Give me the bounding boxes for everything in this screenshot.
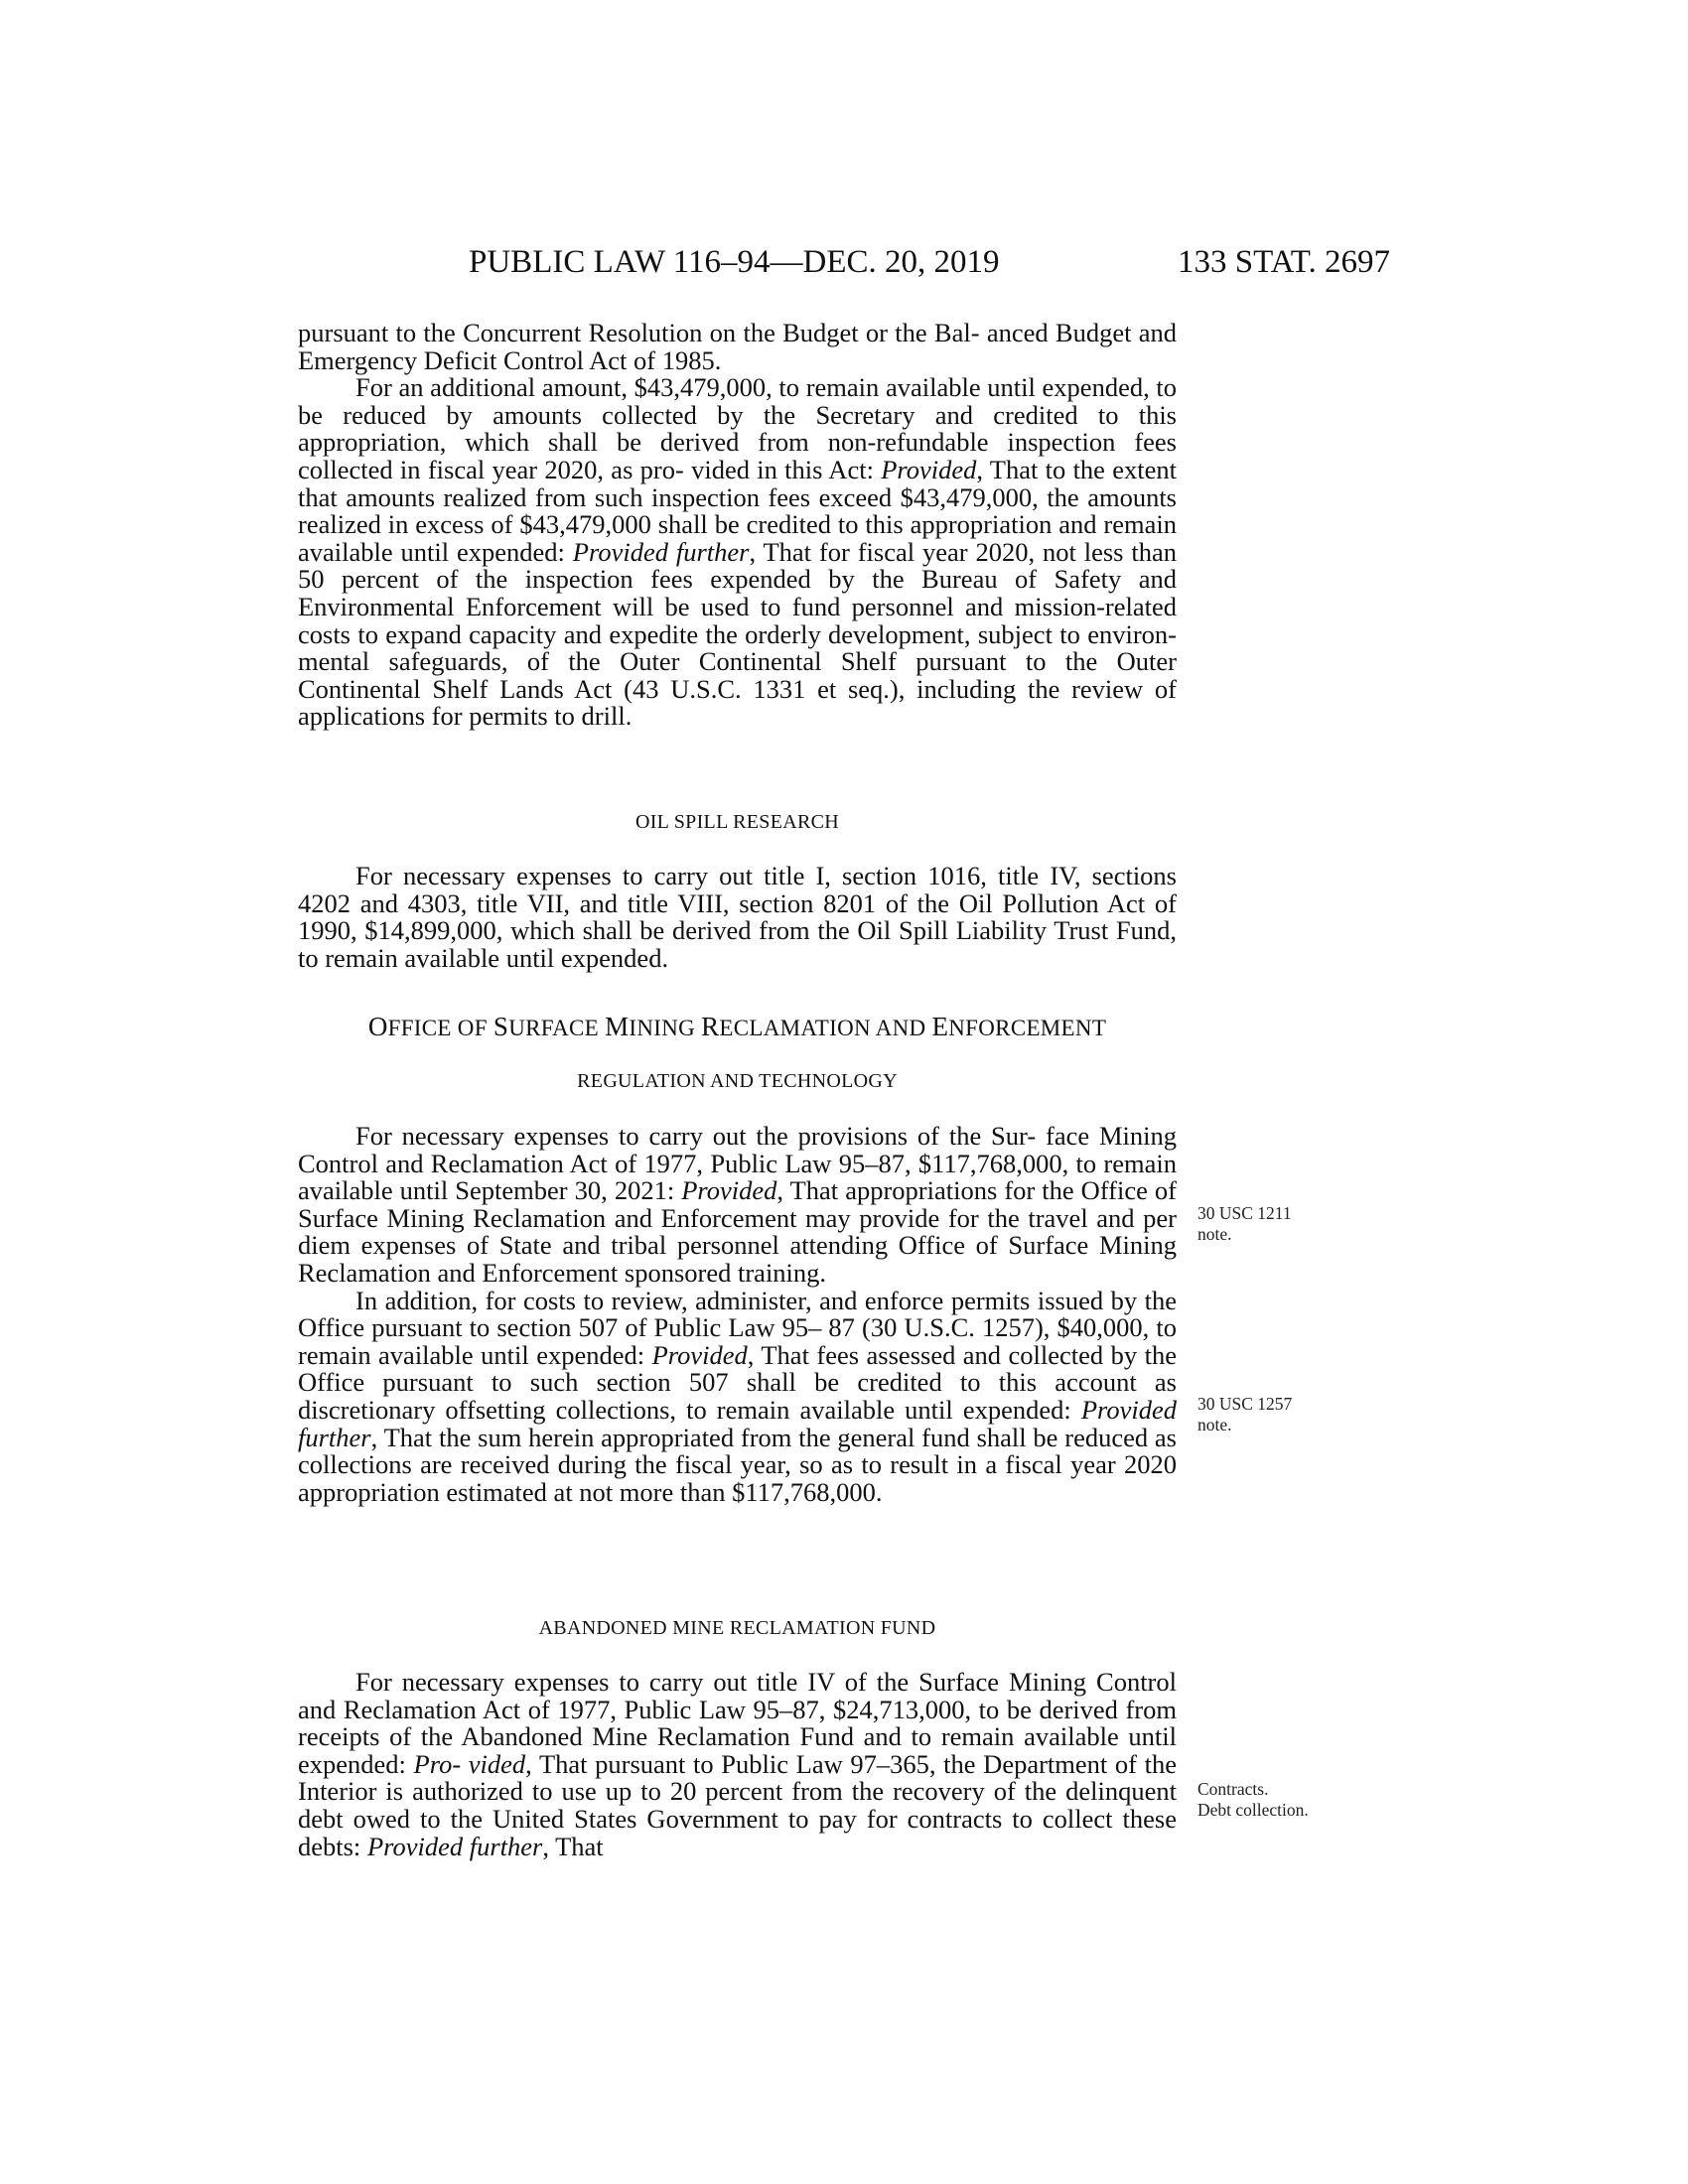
paragraph: For an additional amount, $43,479,000, to remain available until expended, to be reduced by amounts collected by the Secretary and credited to this appropriation, which shall be derived from non-refundable inspection fees collected in fiscal year 2020, as pro- vided in this Act: Provided, That to the extent that amounts realized from such inspection fees exceed $43,479,000, the amounts realized in excess of $43,479,000 shall be credited to this appropriation and remain available until expended: Provided further, That for fiscal year 2020, not less than 50 percent of the inspection fees expended by the Bureau of Safety and Environmental Enforcement will be used to fund personnel and mission-related costs to expand capacity and expedite the orderly development, subject to environ- mental safeguards, of the Outer Continental Shelf pursuant to the Outer Continental Shelf Lands Act (43 U.S.C. 1331 et seq.), including the review of applications for permits to drill. <box>298 372 1178 732</box>
margin-note-30-usc-1257: 30 USC 1257 note. <box>1197 1394 1293 1434</box>
paragraph: pursuant to the Concurrent Resolution on the Budget or the Bal- anced Budget and Emergency Deficit Control Act of 1985. <box>298 318 1177 375</box>
margin-note-30-usc-1211: 30 USC 1211 note. <box>1197 1203 1292 1244</box>
section-oil-spill-research <box>298 863 1177 972</box>
paragraph: For necessary expenses to carry out the provisions of the Sur- face Mining Control and Reclamation Act of 1977, Public Law 95–87, $117,768,000, to remain available until September 30, 2021: Provided, That appropriations for the Office of Surface Mining Reclamation and Enforcement may provide for the travel and per diem expenses of State and tribal personnel attending Office of Surface Mining Reclamation and Enforcement sponsored training. <box>298 1121 1177 1288</box>
heading-regulation-technology: REGULATION AND TECHNOLOGY <box>577 1070 898 1092</box>
paragraph: For necessary expenses to carry out title IV of the Surface Mining Control and Reclamation Act of 1977, Public Law 95–87, $24,713,000, to be derived from receipts of the Abandoned Mine Reclamation Fund and to remain available until expended: Pro- vided, That pursuant to Public Law 97–365, the Department of the Interior is authorized to use up to 20 percent from the recovery of the delinquent debt owed to the United States Government to pay for contracts to collect these debts: Provided further, That <box>298 1667 1177 1861</box>
section-regulation-technology <box>298 1123 1177 1506</box>
heading-office-surface-mining: OFFICE OF SURFACE MINING RECLAMATION AND ENFORCEMENT <box>367 1012 1107 1041</box>
paragraph: For necessary expenses to carry out title I, section 1016, title IV, sections 4202 and 4303, title VII, and title VIII, section 8201 of the Oil Pollution Act of 1990, $14,899,000, which shall be derived from the Oil Spill Liability Trust Fund, to remain available until expended. <box>298 861 1177 973</box>
section-inspection-fees <box>298 320 1177 731</box>
section-abandoned-mine <box>298 1669 1177 1860</box>
margin-note-contracts-debt-collection: Contracts. Debt collection. <box>1197 1779 1309 1820</box>
page-header <box>298 244 1390 284</box>
paragraph: In addition, for costs to review, administer, and enforce permits issued by the Office pursuant to section 507 of Public Law 95– 87 (30 U.S.C. 1257), $40,000, to remain available until expended: Provided, That fees assessed and collected by the Office pursuant to such section 507 shall be credited to this account as discretionary offsetting collections, to remain available until expended: Provided further, That the sum herein appropriated from the general fund shall be reduced as collections are received during the fiscal year, so as to result in a fiscal year 2020 appropriation estimated at not more than $117,768,000. <box>298 1285 1177 1507</box>
heading-abandoned-mine: ABANDONED MINE RECLAMATION FUND <box>538 1617 936 1639</box>
header-stat-citation: 133 STAT. 2697 <box>1177 244 1390 280</box>
heading-oil-spill-research: OIL SPILL RESEARCH <box>634 811 840 833</box>
header-title: PUBLIC LAW 116–94—DEC. 20, 2019 <box>469 244 1000 280</box>
